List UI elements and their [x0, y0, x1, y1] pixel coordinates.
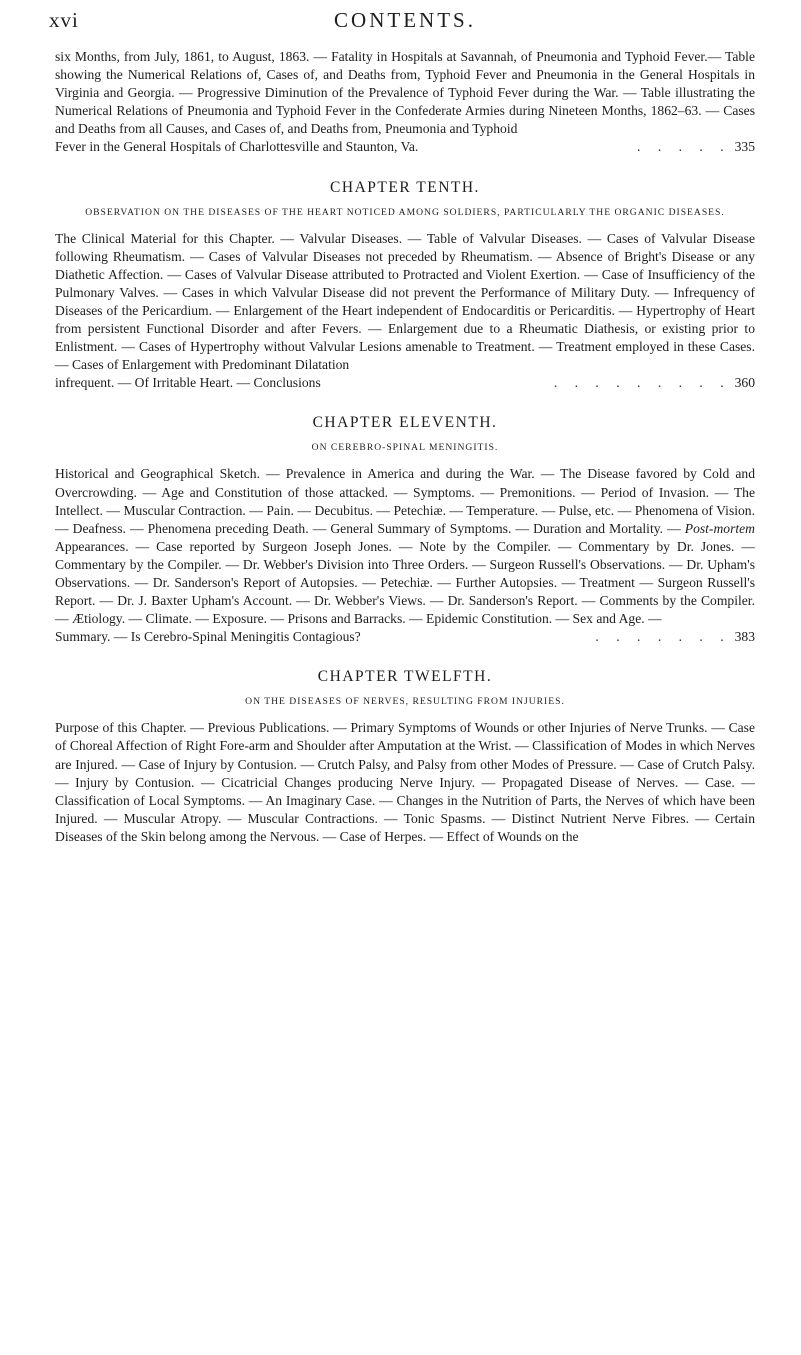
- chapter-subtitle: ON CEREBRO-SPINAL MENINGITIS.: [311, 442, 499, 454]
- entry-page-number: 383: [734, 629, 755, 645]
- section-body: Purpose of this Chapter. — Previous Publications. — Primary Symptoms of Wounds or other Injuries of Nerve Trunks. — Case of Choreal Affection of Right Fore-arm and Shoulder after Amputation at the Wrist. — Classification of Modes in which Nerves are Injured. — Case of Injury by Contusion. — Crutch Palsy, and Palsy from other Modes of Pressure. — Case of Crutch Palsy. — Injury by Contusion. — Cicatricial Changes producing Nerve Injury. — Propagated Disease of Nerves. — Case. — Classification of Local Symptoms. — An Imaginary Case. — Changes in the Nutrition of Parts, the Nerves of which have been Injured. — Muscular Atropy. — Muscular Contractions. — Tonic Spasms. — Distinct Nutrient Nerve Fibres. — Certain Diseases of the Skin belong among the Nervous. — Case of Herpes. — Effect of Wounds on the: [55, 720, 755, 844]
- body-part: Historical and Geographical Sketch. — Prevalence in America and during the War. — The Disease favored by Cold and Overcrowding. — Age and Constitution of those attacked. — Symptoms. — Premonitions. — Period of Invasion. — The Intellect. — Muscular Contraction. — Pain. — Decubitus. — Petechiæ. — Temperature. — Pulse, etc. — Phenomena of Vision. — Deafness. — Phenomena preceding Death. — General Summary of Symptoms. — Duration and Mortality. —: [55, 466, 755, 536]
- chapter-heading: CHAPTER TWELFTH.: [317, 668, 493, 686]
- chapter-eleventh: [55, 414, 755, 646]
- section-body: The Clinical Material for this Chapter. — Valvular Diseases. — Table of Valvular Diseases. — Cases of Valvular Disease following Rheumatism. — Cases of Valvular Diseases not preceded by Rheumatism. — Absence of Bright's Disease or any Diathetic Affection. — Cases of Valvular Disease attributed to Protracted and Violent Exertion. — Case of Insufficiency of the Pulmonary Valves. — Cases in which Valvular Disease did not prevent the Performance of Military Duty. — Infrequency of Diseases of the Pericardium. — Enlargement of the Heart independent of Endocarditis or Pericarditis. — Hypertrophy of Heart from persistent Functional Disorder and after Fevers. — Enlargement due to a Rheumatic Diathesis, or existing prior to Enlistment. — Cases of Hypertrophy without Valvular Lesions amenable to Treatment. — Treatment employed in these Cases. — Cases of Enlargement with Predominant Dilatation: [55, 230, 755, 373]
- page-number: xvi: [49, 8, 79, 32]
- body-part: Appearances. — Case reported by Surgeon Joseph Jones. — Note by the Compiler. — Commentary by Dr. Jones. — Commentary by the Compiler. — Dr. Webber's Division into Three Orders. — Surgeon Russell's Observations. — Dr. Upham's Observations. — Dr. Sanderson's Report of Autopsies. — Petechiæ. — Further Autopsies. — Treatment — Surgeon Russell's Report. — Dr. J. Baxter Upham's Account. — Dr. Webber's Views. — Dr. Sanderson's Report. — Comments by the Compiler. — Ætiology. — Climate. — Exposure. — Prisons and Barracks. — Epidemic Constitution. — Sex and Age. —: [55, 538, 755, 627]
- entry-page-number: 360: [734, 375, 755, 391]
- chapter-twelfth: [55, 668, 755, 846]
- entry-page-number: 335: [734, 139, 755, 155]
- body-part-italic: Post-mortem: [684, 520, 755, 536]
- entry-last-line: infrequent. — Of Irritable Heart. — Conclusions: [55, 375, 321, 391]
- entry-last-line: Summary. — Is Cerebro-Spinal Meningitis Contagious?: [55, 629, 361, 645]
- chapter-subtitle: OBSERVATION ON THE DISEASES OF THE HEART NOTICED AMONG SOLDIERS, PARTICULARLY THE ORGANIC DISEASES.: [85, 206, 725, 218]
- chapter-tenth: [55, 179, 755, 393]
- page-title: CONTENTS.: [334, 8, 476, 32]
- dot-leader: . . . . . . . . .: [553, 375, 731, 391]
- chapter-heading: CHAPTER TENTH.: [330, 178, 480, 196]
- section-continued: [55, 48, 755, 157]
- section-body: six Months, from July, 1861, to August, 1863. — Fatality in Hospitals at Savannah, of Pneumonia and Typhoid Fever.— Table showing the Numerical Relations of, Cases of, and Deaths from, Typhoid Fever and Pneumonia in the General Hospitals in Virginia and Georgia. — Progressive Diminution of the Prevalence of Typhoid Fever during the War. — Table illustrating the Numerical Relations of Pneumonia and Typhoid Fever in the Confederate Armies during Nineteen Months, 1862–63. — Cases and Deaths from all Causes, and Cases of, and Deaths from, Pneumonia and Typhoid: [55, 49, 755, 137]
- dot-leader: . . . . .: [637, 139, 731, 155]
- toc-entry-line: [55, 374, 755, 392]
- dot-leader: . . . . . . .: [595, 629, 731, 645]
- chapter-heading: CHAPTER ELEVENTH.: [312, 414, 498, 432]
- contents-page: [49, 0, 755, 846]
- toc-entry-line: [55, 138, 755, 156]
- entry-last-line: Fever in the General Hospitals of Charlottesville and Staunton, Va.: [55, 139, 419, 155]
- running-head: [49, 8, 755, 48]
- section-body: [55, 465, 755, 628]
- chapter-subtitle: ON THE DISEASES OF NERVES, RESULTING FROM INJURIES.: [245, 696, 565, 708]
- toc-entry-line: [55, 628, 755, 646]
